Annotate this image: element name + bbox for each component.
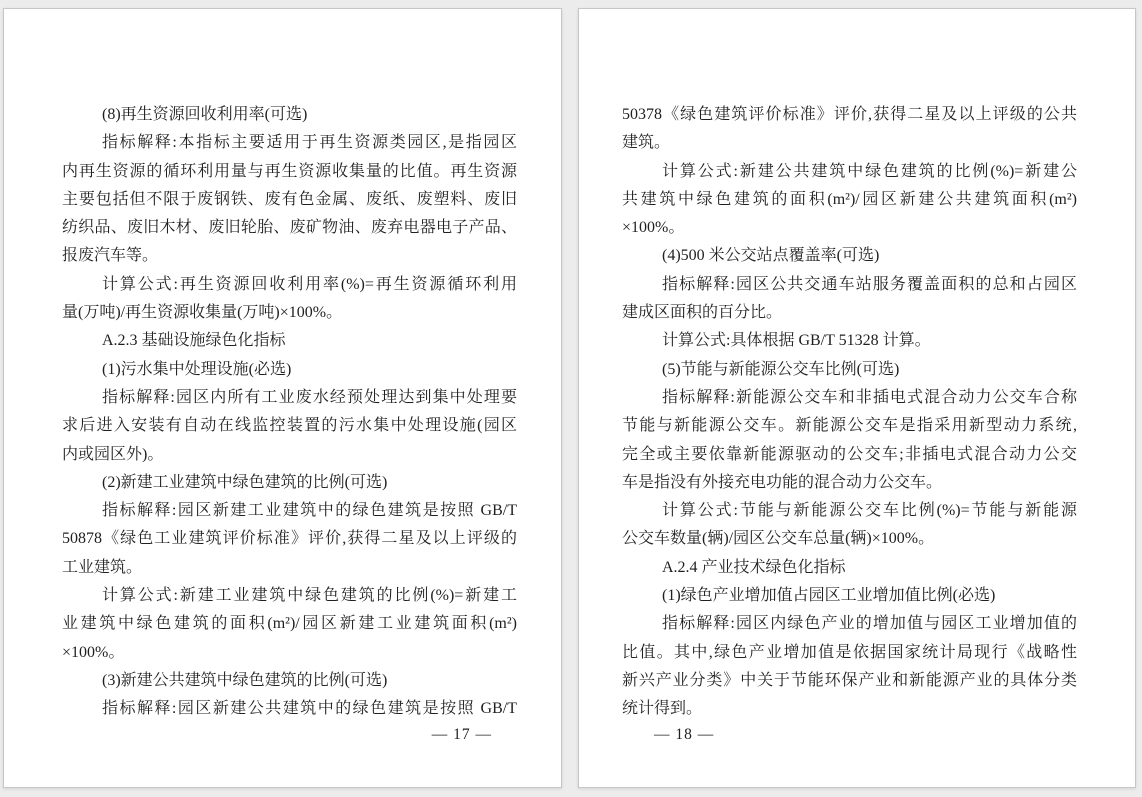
text-line: 建筑。 — [622, 134, 671, 152]
text-line: A.2.4 产业技术绿色化指标 — [662, 558, 846, 576]
page-17-text-column — [62, 101, 517, 724]
text-line: 业建筑中绿色建筑的面积(m²)/园区新建工业建筑面积(m²) — [62, 615, 517, 633]
text-line: 指标解释:园区新建公共建筑中的绿色建筑是按照 GB/T — [102, 700, 517, 718]
text-line: 统计得到。 — [622, 700, 703, 718]
text-line: 量(万吨)/再生资源收集量(万吨)×100%。 — [62, 304, 343, 322]
text-line: ×100%。 — [622, 219, 685, 237]
text-line: (1)污水集中处理设施(必选) — [102, 360, 292, 378]
text-line: 指标解释:园区内绿色产业的增加值与园区工业增加值的 — [662, 615, 1077, 633]
text-line: 比值。其中,绿色产业增加值是依据国家统计局现行《战略性 — [622, 643, 1077, 661]
text-line: 指标解释:园区公共交通车站服务覆盖面积的总和占园区 — [662, 275, 1077, 293]
text-line: 车是指没有外接充电功能的混合动力公交车。 — [622, 473, 943, 491]
text-line: 指标解释:本指标主要适用于再生资源类园区,是指园区 — [102, 134, 517, 152]
text-line: 计算公式:新建工业建筑中绿色建筑的比例(%)=新建工 — [102, 587, 517, 605]
page-17-page-number: — 17 — — [431, 726, 492, 743]
text-line: 计算公式:节能与新能源公交车比例(%)=节能与新能源 — [662, 502, 1077, 520]
page-18-page-number: — 18 — — [654, 726, 715, 743]
text-line: 公交车数量(辆)/园区公交车总量(辆)×100%。 — [622, 530, 935, 548]
text-line: 共建筑中绿色建筑的面积(m²)/园区新建公共建筑面积(m²) — [622, 190, 1077, 208]
text-line: (5)节能与新能源公交车比例(可选) — [662, 360, 900, 378]
text-line: (4)500 米公交站点覆盖率(可选) — [662, 247, 880, 265]
text-line: 50378《绿色建筑评价标准》评价,获得二星及以上评级的公共 — [622, 106, 1077, 123]
page-18-text-column — [622, 101, 1077, 724]
text-line: 计算公式:再生资源回收利用率(%)=再生资源循环利用 — [102, 275, 517, 293]
text-line: 50878《绿色工业建筑评价标准》评价,获得二星及以上评级的 — [62, 530, 517, 548]
page-18 — [578, 8, 1136, 788]
text-line: (8)再生资源回收利用率(可选) — [102, 106, 308, 123]
text-line: 内再生资源的循环利用量与再生资源收集量的比值。再生资源 — [62, 162, 517, 180]
text-line: 建成区面积的百分比。 — [622, 304, 783, 322]
text-line: 计算公式:具体根据 GB/T 51328 计算。 — [662, 332, 931, 350]
text-line: 工业建筑。 — [62, 558, 143, 576]
text-line: 新兴产业分类》中关于节能环保产业和新能源产业的具体分类 — [622, 671, 1077, 689]
text-line: 节能与新能源公交车。新能源公交车是指采用新型动力系统, — [622, 417, 1077, 435]
text-line: 主要包括但不限于废钢铁、废有色金属、废纸、废塑料、废旧 — [62, 190, 517, 208]
text-line: ×100%。 — [62, 643, 125, 661]
text-line: (1)绿色产业增加值占园区工业增加值比例(必选) — [662, 587, 996, 605]
text-line: 指标解释:园区新建工业建筑中的绿色建筑是按照 GB/T — [102, 502, 517, 520]
page-17 — [3, 8, 562, 788]
text-line: (3)新建公共建筑中绿色建筑的比例(可选) — [102, 671, 388, 689]
text-line: 内或园区外)。 — [62, 445, 164, 463]
text-line: 纺织品、废旧木材、废旧轮胎、废矿物油、废弃电器电子产品、 — [62, 219, 517, 237]
text-line: A.2.3 基础设施绿色化指标 — [102, 332, 286, 350]
text-line: 指标解释:新能源公交车和非插电式混合动力公交车合称 — [662, 388, 1077, 406]
text-line: 指标解释:园区内所有工业废水经预处理达到集中处理要 — [102, 388, 517, 406]
text-line: 报废汽车等。 — [62, 247, 159, 265]
text-line: (2)新建工业建筑中绿色建筑的比例(可选) — [102, 473, 388, 491]
text-line: 求后进入安装有自动在线监控装置的污水集中处理设施(园区 — [62, 417, 517, 435]
text-line: 计算公式:新建公共建筑中绿色建筑的比例(%)=新建公 — [662, 162, 1077, 180]
text-line: 完全或主要依靠新能源驱动的公交车;非插电式混合动力公交 — [622, 445, 1077, 463]
